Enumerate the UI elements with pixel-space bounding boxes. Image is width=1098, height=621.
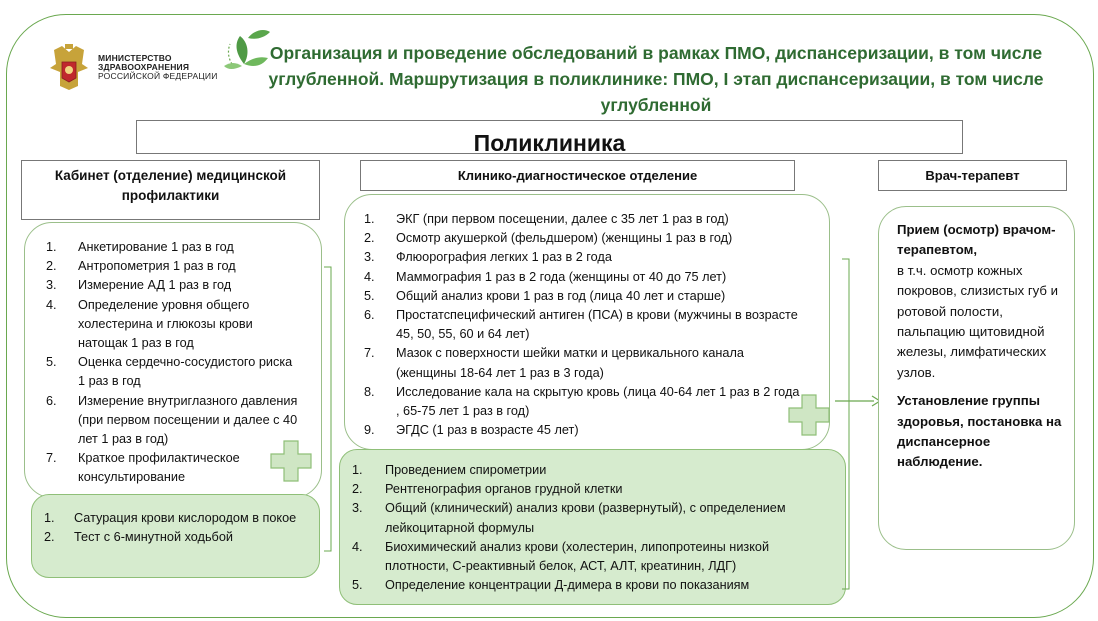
list-item: 4. Биохимический анализ крови (холестерин, липопротеины низкой плотности, С-реактивный белок, АСТ, АЛТ, креатинин, ЛДГ) [352, 539, 770, 574]
ministry-logo [48, 42, 228, 92]
deep-exam-diagnostic-list [352, 461, 830, 595]
list-item: 5. Общий анализ крови 1 раз в год (лица 40 лет и старше) [364, 288, 726, 303]
list-item: 4. Определение уровня общего холестерина и глюкозы крови натощак 1 раз в год [46, 297, 253, 351]
ministry-line-1: МИНИСТЕРСТВО [98, 53, 172, 63]
list-item: 2. Осмотр акушеркой (фельдшером) (женщины 1 раз в год) [364, 231, 733, 246]
diagnostic-department-header: Клинико-диагностическое отделение [360, 160, 795, 191]
title-line-1: Организация и проведение обследований в рамках ПМО, диспансеризации, в том числе [269, 43, 1043, 63]
list-item: 8. Исследование кала на скрытую кровь (лица 40-64 лет 1 раз в 2 года , 65-75 лет 1 раз в год) [364, 384, 800, 419]
ministry-line-3: РОССИЙСКОЙ ФЕДЕРАЦИИ [98, 71, 218, 81]
list-item: 9. ЭГДС (1 раз в возрасте 45 лет) [364, 423, 579, 438]
therapist-header: Врач-терапевт [878, 160, 1067, 191]
list-item: 3. Общий (клинический) анализ крови (развернутый), с определением лейкоцитарной формулы [352, 501, 786, 535]
list-item: 6. Измерение внутриглазного давления (при первом посещении и далее с 40 лет 1 раз в год) [46, 393, 298, 447]
list-item: 1. ЭКГ (при первом посещении, далее с 35 лет 1 раз в год) [364, 212, 729, 226]
deep-exam-prevention-list [44, 509, 310, 547]
list-item: 4. Маммография 1 раз в 2 года (женщины от 40 до 75 лет) [364, 269, 727, 284]
prevention-office-header: Кабинет (отделение) медицинской профилактики [21, 160, 320, 220]
list-item: 7. Мазок с поверхности шейки матки и цервикального канала (женщины 18-64 лет 1 раз в 3 года) [364, 346, 744, 380]
prevention-procedures-list [46, 238, 302, 488]
therapist-paragraph-2: Установление группы здоровья, постановка на диспансерное наблюдение. [897, 393, 1062, 470]
title-line-2: углубленной. Маршрутизация в поликлинике: ПМО, I этап диспансеризации, в том числе [268, 69, 1044, 89]
therapist-description [897, 220, 1069, 473]
list-item: 5. Определение концентрации Д-димера в крови по показаниям [352, 578, 750, 593]
coat-of-arms-icon [48, 42, 90, 92]
middle-bracket [840, 258, 854, 590]
polyclinic-banner: Поликлиника [136, 120, 963, 154]
list-item: 5. Оценка сердечно-сосудистого риска 1 раз в год [46, 355, 293, 389]
list-item: 6. Простатспецифический антиген (ПСА) в крови (мужчины в возрасте 45, 50, 55, 60 и 64 лет) [364, 308, 798, 342]
list-item: 1. Анкетирование 1 раз в год [46, 240, 234, 254]
therapist-exam-title: Прием (осмотр) врачом-терапевтом, [897, 222, 1056, 258]
left-bracket [322, 266, 334, 552]
list-item: 1. Проведением спирометрии [352, 463, 547, 477]
plus-icon [270, 440, 312, 482]
therapist-exam-details: в т.ч. осмотр кожных покровов, слизистых губ и ротовой полости, пальпацию щитовидной железы, лимфатических узлов. [897, 262, 1059, 380]
therapist-paragraph-1 [897, 220, 1069, 383]
title-line-3: углубленной [600, 95, 712, 115]
list-item: 3. Флюорография легких 1 раз в 2 года [364, 250, 612, 265]
list-item: 7. Краткое профилактическое консультирование [46, 451, 240, 485]
list-item: 2. Антропометрия 1 раз в год [46, 259, 236, 274]
page-title [230, 40, 1082, 118]
list-item: 1. Сатурация крови кислородом в покое [44, 511, 297, 525]
diagnostic-procedures-list [364, 210, 804, 440]
ministry-line-2: ЗДРАВООХРАНЕНИЯ [98, 62, 190, 72]
plus-icon [788, 394, 830, 436]
list-item: 2. Тест с 6-минутной ходьбой [44, 530, 233, 545]
list-item: 2. Рентгенография органов грудной клетки [352, 482, 623, 497]
arrow-right-icon [834, 394, 882, 408]
list-item: 3. Измерение АД 1 раз в год [46, 278, 232, 293]
